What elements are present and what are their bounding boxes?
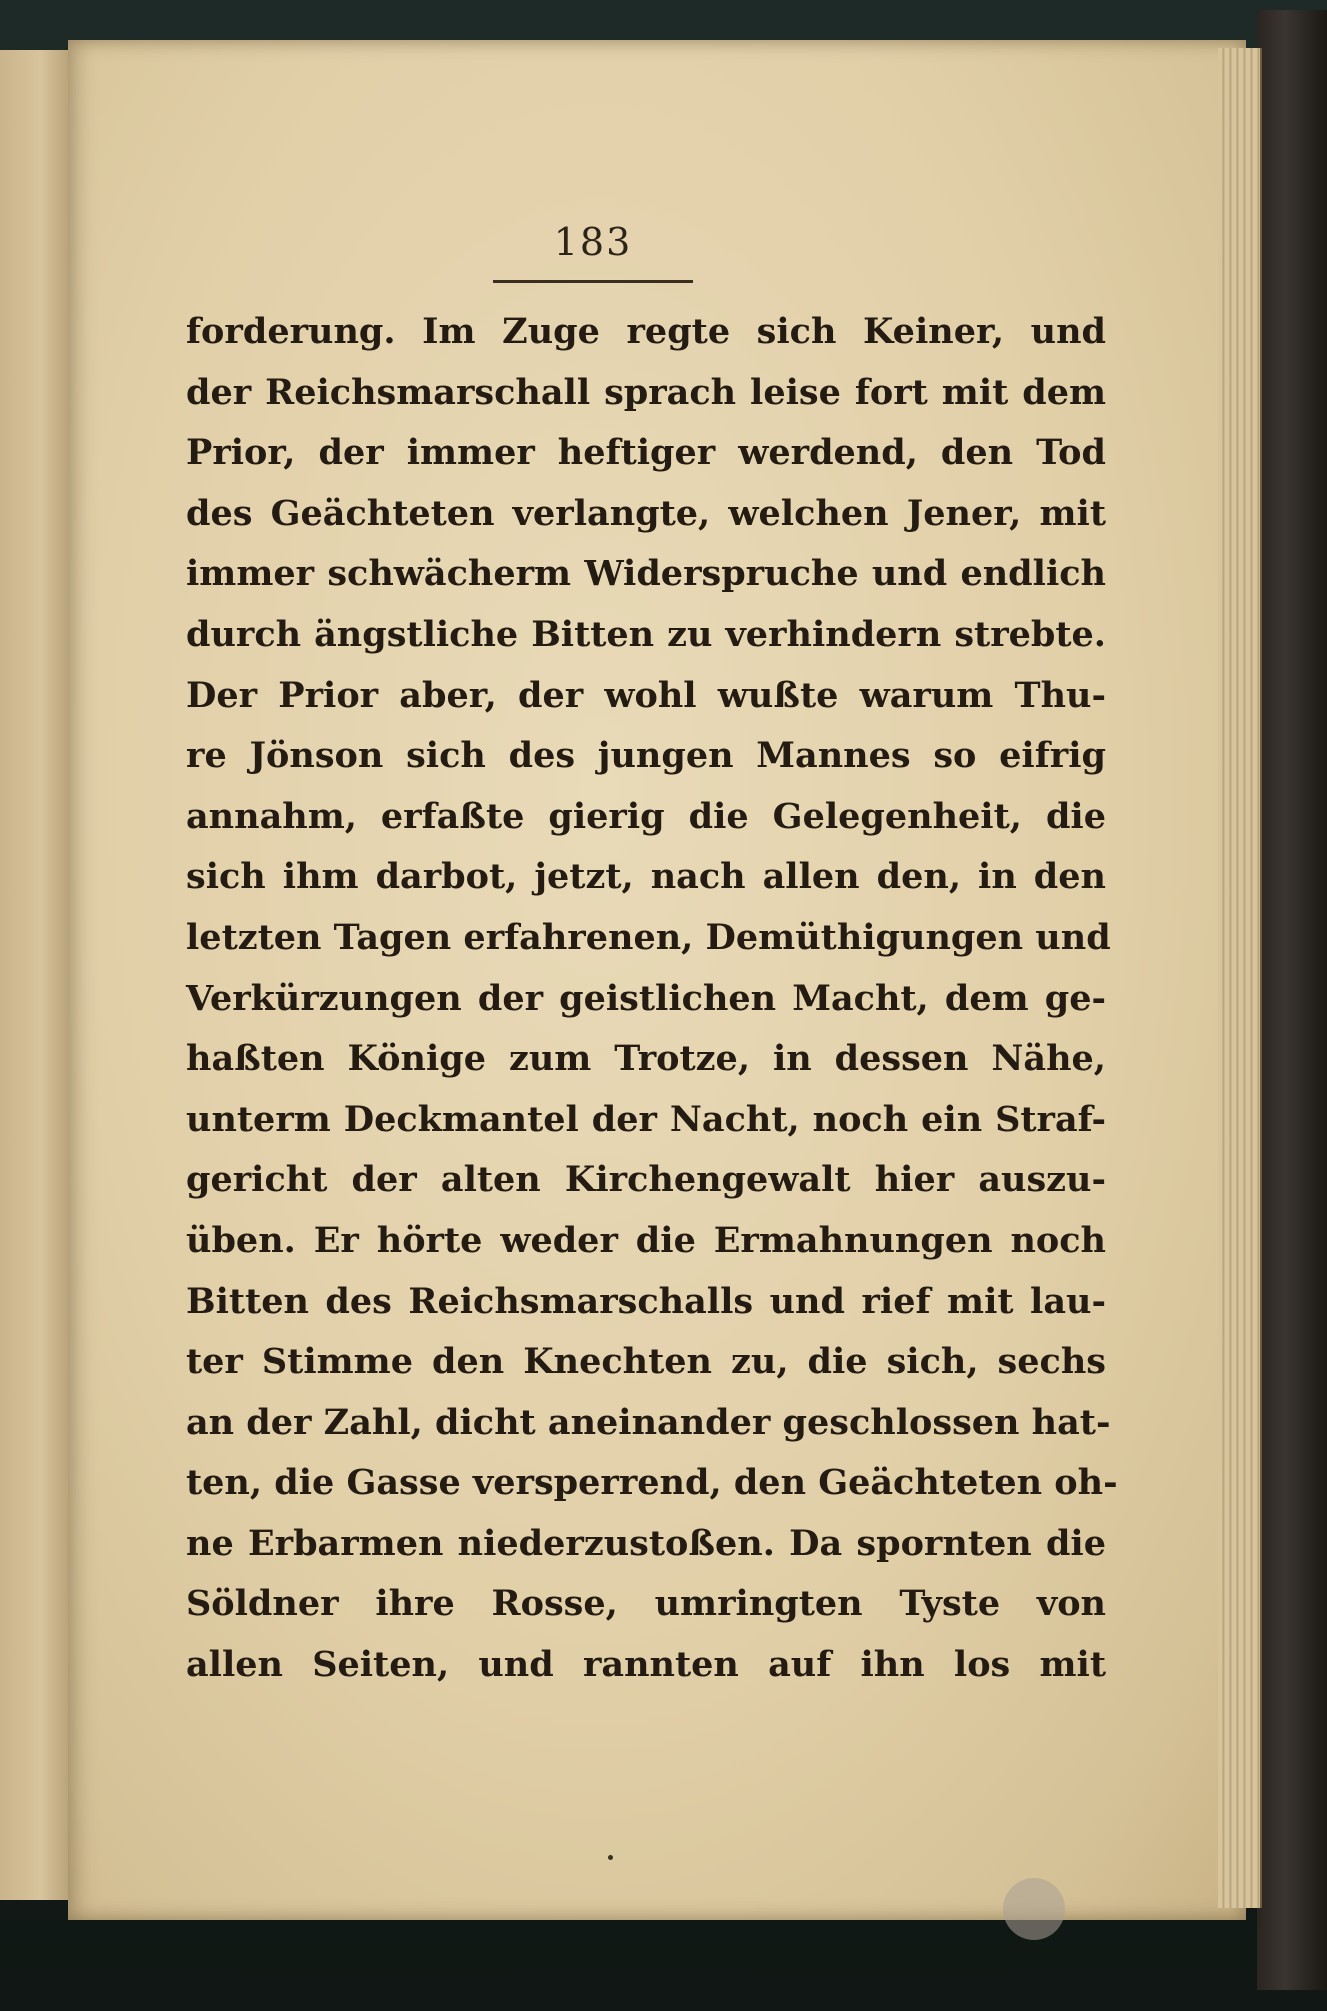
text-line: an der Zahl, dicht aneinander geschlossen hat- [186, 1401, 1111, 1443]
page-number: 183 [553, 220, 633, 264]
text-line: haßten Könige zum Trotze, in dessen Nähe, [186, 1038, 1106, 1080]
text-line: Bitten des Reichsmarschalls und rief mit lau- [186, 1280, 1106, 1322]
text-line: Prior, der immer heftiger werdend, den Tod [186, 432, 1106, 474]
book-page [68, 40, 1246, 1920]
paper-stain [1003, 1878, 1065, 1940]
text-line: immer schwächerm Widerspruche und endlich [186, 553, 1106, 595]
text-line: allen Seiten, und rannten auf ihn los mit [186, 1644, 1106, 1686]
text-line: ten, die Gasse versperrend, den Geächteten oh- [186, 1462, 1118, 1504]
text-line: ter Stimme den Knechten zu, die sich, sechs [186, 1341, 1106, 1383]
text-line: Der Prior aber, der wohl wußte warum Thu- [186, 674, 1106, 716]
left-page-edge [0, 50, 70, 1900]
text-line: durch ängstliche Bitten zu verhindern strebte. [186, 613, 1106, 655]
text-line: gericht der alten Kirchengewalt hier auszu- [186, 1159, 1106, 1201]
body-text [186, 302, 1118, 1696]
text-line: üben. Er hörte weder die Ermahnungen noch [186, 1219, 1106, 1261]
text-line: ne Erbarmen niederzustoßen. Da spornten die [186, 1522, 1106, 1564]
text-line: forderung. Im Zuge regte sich Keiner, und [186, 311, 1106, 352]
text-line: unterm Deckmantel der Nacht, noch ein Straf- [186, 1098, 1106, 1140]
page-stack-edge [1218, 48, 1262, 1908]
text-line: Söldner ihre Rosse, umringten Tyste von [186, 1583, 1106, 1625]
text-line: der Reichsmarschall sprach leise fort mit dem [186, 371, 1106, 413]
text-line: re Jönson sich des jungen Mannes so eifrig [186, 735, 1106, 777]
text-line: Verkürzungen der geistlichen Macht, dem ge- [186, 977, 1106, 1019]
book-cover-edge [1257, 10, 1327, 1990]
header-rule [493, 280, 693, 283]
text-line: annahm, erfaßte gierig die Gelegenheit, die [186, 795, 1106, 837]
text-line: sich ihm darbot, jetzt, nach allen den, in den [186, 856, 1106, 898]
text-line: letzten Tagen erfahrenen, Demüthigungen und [186, 916, 1111, 958]
ink-speck [608, 1855, 613, 1860]
text-line: des Geächteten verlangte, welchen Jener, mit [186, 492, 1106, 534]
